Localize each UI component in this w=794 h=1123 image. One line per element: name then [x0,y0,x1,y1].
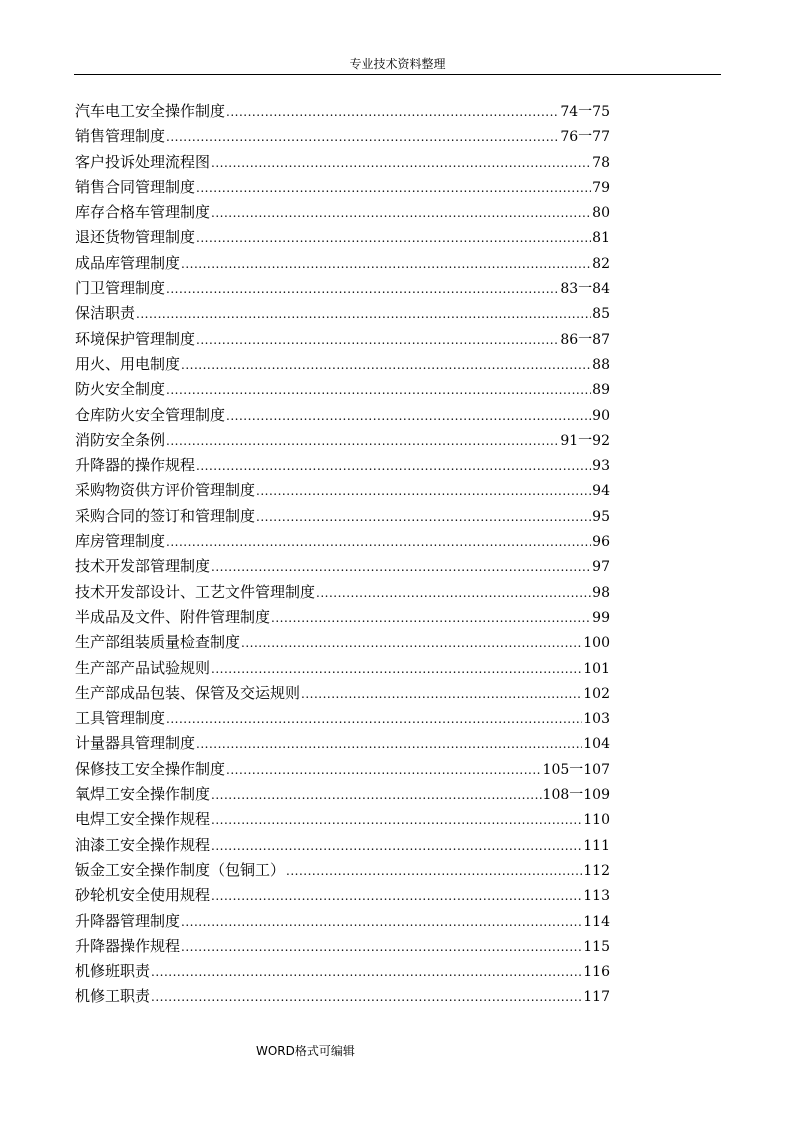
toc-entry-title: 环境保护管理制度 [75,329,196,348]
toc-dot-leader [271,611,591,625]
toc-dot-leader [196,181,591,195]
footer-text: WORD格式可编辑 [256,1044,355,1058]
toc-entry-title: 防火安全制度 [75,380,166,399]
toc-entry-title: 半成品及文件、附件管理制度 [75,607,271,626]
toc-entry-page: 98 [592,584,610,601]
toc-entry-title: 采购合同的签订和管理制度 [75,506,256,525]
toc-entry-title: 砂轮机安全使用规程 [75,886,211,905]
toc-dot-leader [226,409,591,423]
toc-entry-page: 79 [592,179,610,196]
toc-entry [75,884,610,909]
toc-entry-page: 80 [592,205,610,222]
toc-entry [75,201,610,226]
toc-entry-title: 仓库防火安全管理制度 [75,405,226,424]
toc-entry [75,404,610,429]
toc-entry [75,910,610,935]
toc-dot-leader [166,434,559,448]
toc-entry-title: 氧焊工安全操作制度 [75,785,211,804]
toc-entry-page: 114 [583,913,610,930]
toc-entry [75,125,610,150]
toc-dot-leader [256,484,591,498]
toc-entry-page: 88 [592,356,610,373]
toc-entry-page: 105一107 [542,761,610,778]
toc-entry [75,935,610,960]
toc-entry-title: 客户投诉处理流程图 [75,152,211,171]
toc-entry [75,505,610,530]
toc-entry-title: 生产部组装质量检查制度 [75,633,241,652]
toc-dot-leader [181,358,591,372]
toc-entry-title: 技术开发部设计、工艺文件管理制度 [75,582,316,601]
toc-entry-page: 103 [583,711,610,728]
toc-entry-page: 91一92 [560,432,610,449]
toc-dot-leader [166,282,559,296]
toc-dot-leader [256,510,591,524]
toc-dot-leader [211,156,591,170]
toc-dot-leader [181,915,582,929]
toc-entry [75,555,610,580]
toc-dot-leader [211,788,542,802]
toc-dot-leader [181,257,591,271]
toc-entry-page: 99 [592,609,610,626]
toc-entry [75,252,610,277]
table-of-contents [75,100,610,1011]
toc-dot-leader [316,586,591,600]
toc-entry-title: 销售合同管理制度 [75,177,196,196]
toc-dot-leader [286,864,582,878]
toc-entry-page: 94 [592,483,610,500]
toc-entry [75,859,610,884]
toc-dot-leader [211,662,582,676]
toc-entry-title: 工具管理制度 [75,709,166,728]
toc-dot-leader [211,560,591,574]
toc-entry [75,834,610,859]
toc-entry-title: 库房管理制度 [75,532,166,551]
toc-entry [75,100,610,125]
toc-dot-leader [211,839,582,853]
toc-entry-page: 76一77 [560,129,610,146]
toc-entry [75,758,610,783]
page-footer [256,1042,355,1059]
toc-dot-leader [211,889,582,903]
toc-entry [75,606,610,631]
toc-entry-page: 116 [583,964,610,981]
toc-entry [75,707,610,732]
toc-entry [75,581,610,606]
toc-entry-title: 技术开发部管理制度 [75,557,211,576]
toc-entry-title: 计量器具管理制度 [75,734,196,753]
toc-entry-page: 93 [592,458,610,475]
toc-entry [75,631,610,656]
toc-entry [75,378,610,403]
toc-entry-title: 销售管理制度 [75,127,166,146]
toc-entry [75,151,610,176]
toc-dot-leader [196,231,591,245]
toc-dot-leader [181,940,582,954]
toc-dot-leader [196,459,591,473]
toc-entry-page: 100 [583,635,610,652]
toc-entry-page: 115 [583,938,610,955]
toc-entry [75,429,610,454]
toc-entry-page: 112 [583,862,610,879]
toc-entry-title: 成品库管理制度 [75,253,181,272]
toc-entry [75,454,610,479]
toc-entry-title: 用火、用电制度 [75,354,181,373]
toc-entry-title: 采购物资供方评价管理制度 [75,481,256,500]
toc-entry-page: 95 [592,508,610,525]
toc-entry [75,353,610,378]
toc-entry [75,530,610,555]
toc-entry-title: 汽车电工安全操作制度 [75,102,226,120]
toc-entry-page: 110 [583,812,610,829]
toc-dot-leader [196,737,582,751]
toc-entry-title: 机修工职责 [75,987,151,1006]
toc-dot-leader [151,965,582,979]
toc-entry-title: 门卫管理制度 [75,279,166,298]
toc-entry [75,302,610,327]
toc-entry-title: 钣金工安全操作制度（包铜工） [75,860,286,879]
toc-dot-leader [301,687,582,701]
toc-entry [75,657,610,682]
toc-entry-page: 81 [592,230,610,247]
toc-entry-title: 油漆工安全操作规程 [75,835,211,854]
toc-entry-page: 111 [583,837,610,854]
toc-entry-page: 97 [592,559,610,576]
toc-dot-leader [166,712,582,726]
toc-entry-page: 86一87 [560,331,610,348]
toc-entry-page: 96 [592,534,610,551]
toc-entry-page: 101 [583,660,610,677]
toc-entry [75,226,610,251]
toc-entry-title: 升降器操作规程 [75,936,181,955]
toc-entry-page: 85 [592,306,610,323]
toc-entry [75,732,610,757]
toc-entry-title: 升降器管理制度 [75,911,181,930]
toc-entry-title: 升降器的操作规程 [75,456,196,475]
toc-entry [75,808,610,833]
toc-entry [75,479,610,504]
toc-entry-title: 保洁职责 [75,304,136,323]
toc-entry-page: 83一84 [560,281,610,298]
toc-dot-leader [226,763,542,777]
toc-entry-page: 102 [583,685,610,702]
toc-entry-title: 库存合格车管理制度 [75,203,211,222]
toc-dot-leader [136,307,591,321]
toc-dot-leader [226,105,559,119]
toc-entry-title: 机修班职责 [75,962,151,981]
toc-dot-leader [166,535,591,549]
toc-dot-leader [166,383,591,397]
toc-entry [75,960,610,985]
toc-entry-page: 74一75 [560,104,610,120]
toc-entry-page: 117 [583,989,610,1006]
toc-entry [75,783,610,808]
toc-dot-leader [196,333,559,347]
toc-entry-page: 82 [592,255,610,272]
toc-dot-leader [241,636,582,650]
toc-entry-page: 78 [592,154,610,171]
toc-entry [75,176,610,201]
toc-entry [75,682,610,707]
toc-entry-title: 保修技工安全操作制度 [75,759,226,778]
toc-entry-title: 退还货物管理制度 [75,228,196,247]
toc-entry [75,328,610,353]
toc-entry-page: 113 [583,888,610,905]
toc-dot-leader [166,130,559,144]
toc-entry [75,985,610,1010]
toc-dot-leader [211,206,591,220]
toc-dot-leader [151,990,582,1004]
toc-entry-page: 89 [592,382,610,399]
toc-dot-leader [211,813,582,827]
toc-entry-page: 108一109 [542,787,610,804]
toc-entry-title: 生产部产品试验规则 [75,658,211,677]
toc-entry-title: 生产部成品包装、保管及交运规则 [75,683,301,702]
toc-entry [75,277,610,302]
toc-entry-title: 消防安全条例 [75,430,166,449]
toc-entry-page: 104 [583,736,610,753]
header-title: 专业技术资料整理 [349,57,446,71]
toc-entry-title: 电焊工安全操作规程 [75,810,211,829]
toc-entry-page: 90 [592,407,610,424]
page-header [74,56,721,75]
